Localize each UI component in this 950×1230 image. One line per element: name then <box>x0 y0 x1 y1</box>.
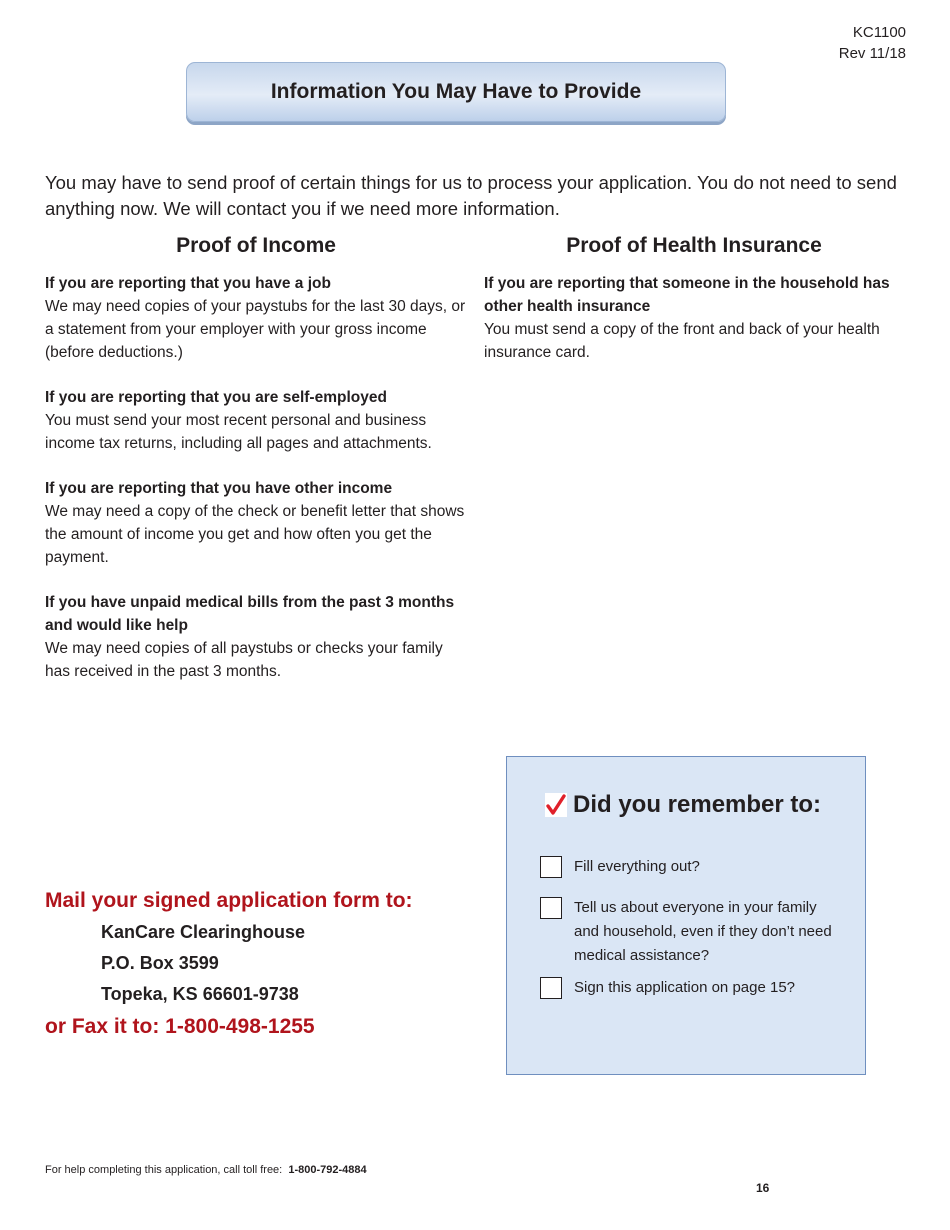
income-item-answer: We may need copies of all paystubs or checks your family has received in the past 3 months. <box>45 640 443 680</box>
form-id <box>839 22 906 64</box>
income-item-question: If you have unpaid medical bills from the past 3 months and would like help <box>45 594 455 634</box>
mailing-instructions <box>45 885 475 1044</box>
proof-of-insurance-section <box>484 232 904 386</box>
income-item-question: If you are reporting that you are self-employed <box>45 389 387 406</box>
insurance-item-question: If you are reporting that someone in the household has other health insurance <box>484 275 890 315</box>
income-item-other <box>45 477 467 569</box>
footer-help <box>45 1164 367 1176</box>
checklist-title: Did you remember to: <box>573 791 822 818</box>
income-item-answer: We may need a copy of the check or benefit letter that shows the amount of income you get and how often you get the payment. <box>45 503 465 566</box>
checklist-item-fill-out[interactable] <box>540 856 840 879</box>
checklist-item-label: Fill everything out? <box>574 858 700 875</box>
income-item-answer: You must send your most recent personal and business income tax returns, including all pages and attachments. <box>45 412 432 452</box>
help-text: For help completing this application, call toll free: <box>45 1164 283 1176</box>
insurance-item-other-coverage <box>484 272 904 364</box>
checkbox[interactable] <box>540 977 562 999</box>
red-checkmark-icon <box>545 793 567 817</box>
proof-of-income-heading: Proof of Income <box>176 234 336 257</box>
form-code: KC1100 <box>852 24 906 41</box>
reminder-checklist <box>506 756 866 1075</box>
income-item-job <box>45 272 467 364</box>
form-revision: Rev 11/18 <box>838 45 906 62</box>
checklist-item-sign[interactable] <box>540 977 840 1000</box>
insurance-item-answer: You must send a copy of the front and back of your health insurance card. <box>484 321 880 361</box>
proof-of-insurance-heading: Proof of Health Insurance <box>566 234 822 257</box>
checklist-item-household[interactable] <box>540 897 840 968</box>
mail-address-line: KanCare Clearinghouse <box>101 922 306 942</box>
income-item-question: If you are reporting that you have other income <box>45 480 393 497</box>
income-item-answer: We may need copies of your paystubs for the last 30 days, or a statement from your employer with your gross income (before deductions.) <box>45 298 466 361</box>
income-item-self-employed <box>45 386 467 455</box>
mail-address-line: P.O. Box 3599 <box>101 953 219 973</box>
checklist-header <box>545 791 821 819</box>
fax-line: or Fax it to: 1-800-498-1255 <box>45 1015 315 1038</box>
proof-of-income-section <box>45 232 467 705</box>
page-title: Information You May Have to Provide <box>270 80 642 103</box>
intro-paragraph: You may have to send proof of certain things for us to process your application. You do not need to send anything now. We will contact you if we need more information. <box>45 172 897 219</box>
help-phone: 1-800-792-4884 <box>288 1164 367 1176</box>
checkbox[interactable] <box>540 856 562 878</box>
title-banner <box>186 62 726 122</box>
page-number: 16 <box>756 1181 770 1195</box>
checkbox[interactable] <box>540 897 562 919</box>
income-item-question: If you are reporting that you have a job <box>45 275 331 292</box>
mail-address-line: Topeka, KS 66601-9738 <box>101 984 299 1004</box>
checklist-item-label: Sign this application on page 15? <box>574 979 796 996</box>
checklist-item-label: Tell us about everyone in your family and household, even if they don’t need medical assistance? <box>574 899 832 964</box>
income-item-medical-bills <box>45 591 467 683</box>
mail-heading: Mail your signed application form to: <box>45 889 413 912</box>
